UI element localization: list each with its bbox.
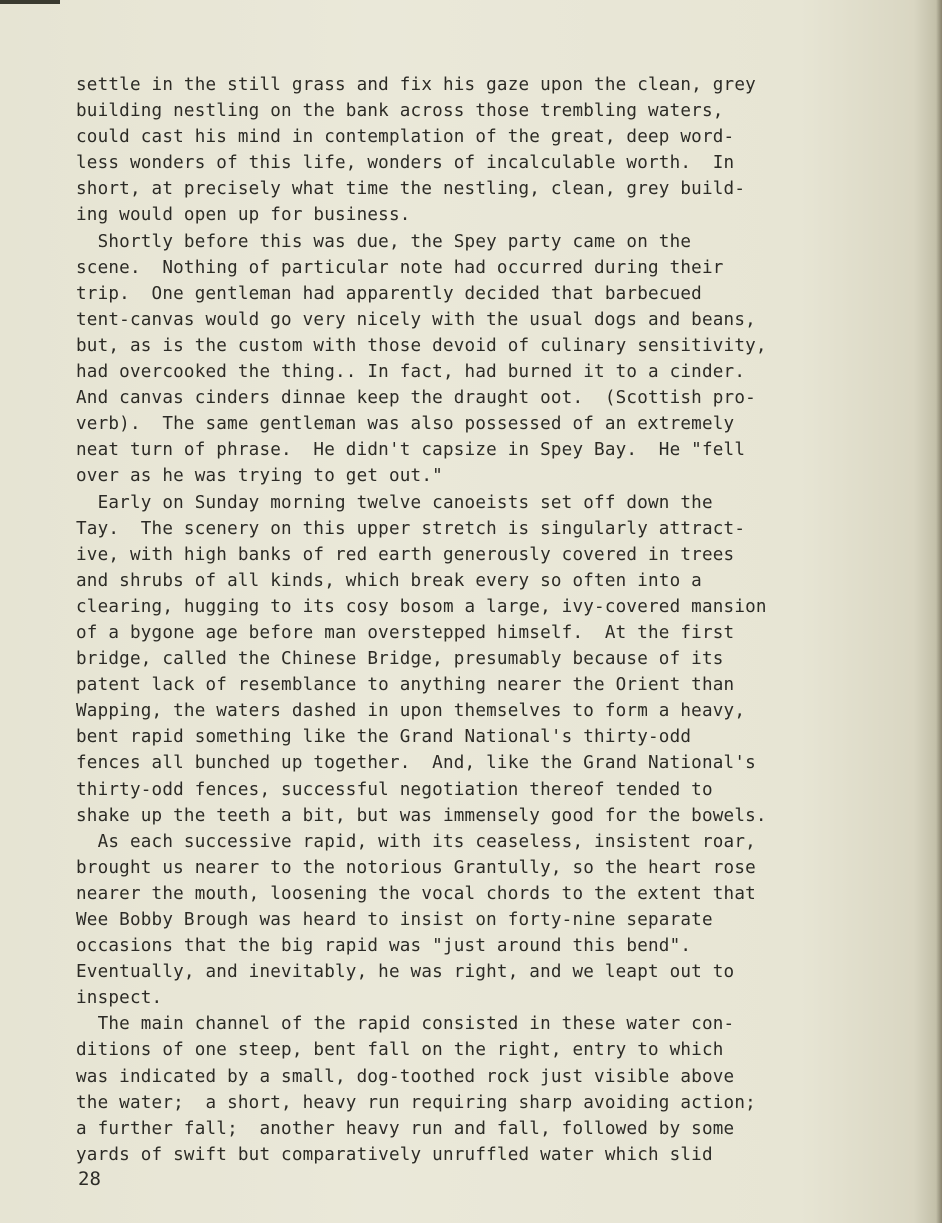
text-line: thirty-odd fences, successful negotiation thereof tended to — [76, 779, 713, 800]
text-line: bridge, called the Chinese Bridge, presumably because of its — [76, 649, 724, 670]
text-line: settle in the still grass and fix his gaze upon the clean, grey — [76, 75, 756, 95]
text-line: fences all bunched up together. And, like the Grand National's — [76, 753, 756, 774]
text-line: a further fall; another heavy run and fall, followed by some — [76, 1118, 735, 1139]
text-line: Eventually, and inevitably, he was right, and we leapt out to — [76, 962, 735, 983]
text-line: neat turn of phrase. He didn't capsize in Spey Bay. He "fell — [76, 440, 746, 461]
text-line: short, at precisely what time the nestling, clean, grey build- — [76, 179, 746, 200]
text-line: could cast his mind in contemplation of the great, deep word- — [76, 127, 735, 148]
text-line: And canvas cinders dinnae keep the draught oot. (Scottish pro- — [76, 388, 756, 409]
text-line: trip. One gentleman had apparently decided that barbecued — [76, 283, 702, 304]
text-line: scene. Nothing of particular note had occurred during their — [76, 257, 724, 278]
text-line: brought us nearer to the notorious Grantully, so the heart rose — [76, 857, 756, 878]
text-line: verb). The same gentleman was also possessed of an extremely — [76, 414, 735, 435]
text-line: Wee Bobby Brough was heard to insist on forty-nine separate — [76, 910, 713, 930]
text-line: patent lack of resemblance to anything nearer the Orient than — [76, 675, 735, 696]
text-line: building nestling on the bank across those trembling waters, — [76, 101, 724, 122]
text-line: Tay. The scenery on this upper stretch is singularly attract- — [76, 518, 746, 539]
text-line: of a bygone age before man overstepped himself. At the first — [76, 622, 735, 643]
text-line: yards of swift but comparatively unruffled water which slid — [76, 1144, 713, 1165]
text-line: but, as is the custom with those devoid of culinary sensitivity, — [76, 335, 767, 356]
text-line: ive, with high banks of red earth generously covered in trees — [76, 544, 735, 565]
page-edge-shadow — [936, 0, 942, 1223]
text-line: tent-canvas would go very nicely with the usual dogs and beans, — [76, 309, 756, 330]
text-line: occasions that the big rapid was "just around this bend". — [76, 936, 692, 957]
text-line: clearing, hugging to its cosy bosom a large, ivy-covered mansion — [76, 596, 767, 617]
text-line: Wapping, the waters dashed in upon themselves to form a heavy, — [76, 701, 746, 722]
text-line: Shortly before this was due, the Spey party came on the — [76, 231, 692, 252]
text-line: The main channel of the rapid consisted in these water con- — [76, 1014, 735, 1035]
text-line: ditions of one steep, bent fall on the right, entry to which — [76, 1040, 724, 1061]
page-number: 28 — [78, 1168, 101, 1190]
text-line: was indicated by a small, dog-toothed rock just visible above — [76, 1066, 735, 1087]
text-line: and shrubs of all kinds, which break every so often into a — [76, 570, 702, 591]
text-line: had overcooked the thing.. In fact, had burned it to a cinder. — [76, 362, 746, 383]
text-line: over as he was trying to get out." — [76, 466, 443, 487]
top-rule — [0, 0, 60, 4]
text-line: inspect. — [76, 988, 163, 1009]
body-text — [76, 72, 906, 1168]
text-line: shake up the teeth a bit, but was immensely good for the bowels. — [76, 805, 767, 826]
text-line: the water; a short, heavy run requiring sharp avoiding action; — [76, 1092, 756, 1113]
text-line: nearer the mouth, loosening the vocal chords to the extent that — [76, 883, 756, 904]
text-line: bent rapid something like the Grand National's thirty-odd — [76, 727, 692, 748]
text-line: As each successive rapid, with its ceaseless, insistent roar, — [76, 831, 756, 852]
text-line: Early on Sunday morning twelve canoeists set off down the — [76, 492, 713, 513]
text-line: ing would open up for business. — [76, 205, 411, 226]
text-line: less wonders of this life, wonders of incalculable worth. In — [76, 153, 735, 174]
